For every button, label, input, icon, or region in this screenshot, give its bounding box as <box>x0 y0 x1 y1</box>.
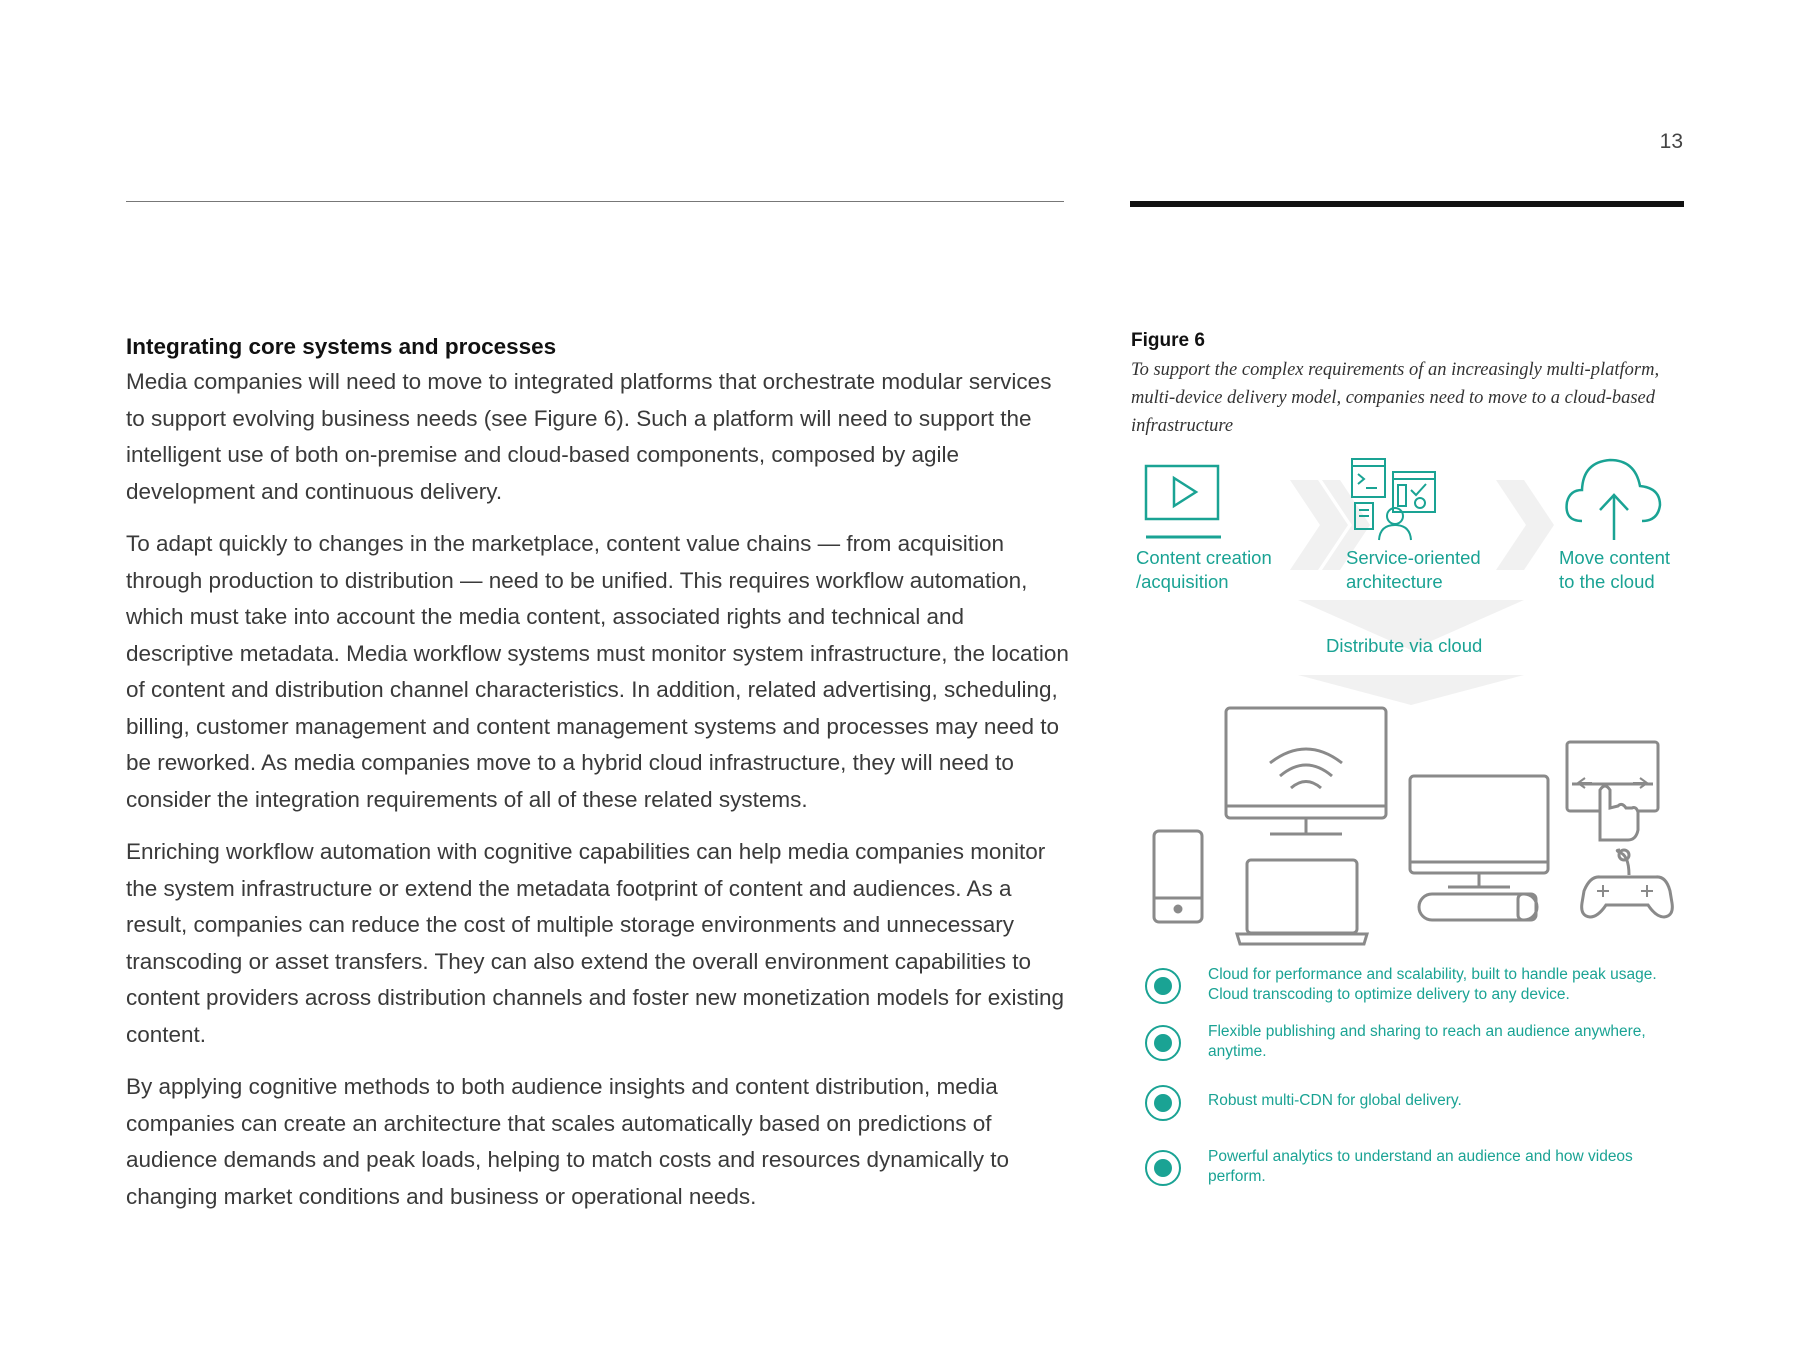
down-arrow-2 <box>1298 675 1524 705</box>
desktop-icon <box>1410 776 1548 920</box>
bullet-dot-icon <box>1145 1025 1181 1061</box>
bullet-text: Robust multi-CDN for global delivery. <box>1208 1092 1462 1109</box>
cloud-upload-icon <box>1567 460 1660 540</box>
step-content-creation-label <box>1136 546 1272 594</box>
list-item <box>1145 1082 1665 1132</box>
laptop-icon <box>1237 860 1367 944</box>
paragraph-2: To adapt quickly to changes in the marketplace, content value chains — from acquisition through production to distribution — need to be unified. This requires workflow automation, which must take into account the media content, associated rights and technical and descriptive metadata. Media workflow systems must monitor system infrastructure, the location of content and distribution channel characteristics. In addition, related advertising, scheduling, billing, customer management and content management systems and processes may need to be reworked. As media companies move to a hybrid cloud infrastructure, they will need to consider the integration requirements of all of these related systems. <box>126 531 1069 812</box>
page-number: 13 <box>1659 130 1683 153</box>
figure-label: Figure 6 <box>1131 330 1205 351</box>
distribute-via-cloud-label: Distribute via cloud <box>1326 635 1483 656</box>
bullet-dot-icon <box>1145 1085 1181 1121</box>
section-heading: Integrating core systems and processes <box>126 334 557 359</box>
paragraph-3: Enriching workflow automation with cognitive capabilities can help media companies monitor the system infrastructure or extend the metadata footprint of content and audiences. As a result, companies can reduce the cost of multiple storage environments and unnecessary transcoding or asset transfers. They can also extend the overall environment capabilities to content providers across distribution channels and foster new monetization models for existing content. <box>126 839 1064 1047</box>
gamepad-icon <box>1582 850 1673 917</box>
article-body <box>126 330 1076 1231</box>
step-2-line-2: architecture <box>1346 571 1443 592</box>
step-1-line-1: Content creation <box>1136 547 1272 568</box>
header-rule-right <box>1130 201 1684 207</box>
bullet-dot-icon <box>1145 968 1181 1004</box>
list-item <box>1145 965 1665 1015</box>
figure-caption: To support the complex requirements of an increasingly multi-platform, multi-device delivery model, companies need to move to a cloud-based infrastructure <box>1131 360 1660 436</box>
step-1-line-2: /acquisition <box>1136 571 1229 592</box>
list-item <box>1145 1022 1665 1072</box>
bullet-text: Powerful analytics to understand an audience and how videos perform. <box>1208 1148 1633 1185</box>
bullet-text: Flexible publishing and sharing to reach an audience anywhere, anytime. <box>1208 1023 1646 1060</box>
smartphone-icon <box>1154 831 1202 922</box>
paragraph-4: By applying cognitive methods to both audience insights and content distribution, media companies can create an architecture that scales automatically based on predictions of audience demands and peak loads, helping to match costs and resources dynamically to changing market conditions and business or operational needs. <box>126 1074 1010 1209</box>
step-2-line-1: Service-oriented <box>1346 547 1481 568</box>
step-3-line-1: Move content <box>1559 547 1671 568</box>
devices-group <box>1154 708 1672 944</box>
step-move-content-label <box>1559 546 1670 594</box>
paragraph-1: Media companies will need to move to integrated platforms that orchestrate modular services to support evolving business needs (see Figure 6). Such a platform will need to support the intelligent use of both on-premise and cloud-based components, composed by agile development and continuous delivery. <box>126 369 1052 504</box>
touch-tablet-icon <box>1567 742 1658 840</box>
bullet-dot-icon <box>1145 1150 1181 1186</box>
step-3-line-2: to the cloud <box>1559 571 1655 592</box>
list-item <box>1145 1147 1665 1197</box>
bullet-text: Cloud for performance and scalability, built to handle peak usage. Cloud transcoding to optimize delivery to any device. <box>1208 966 1657 1003</box>
chevron-arrow-3 <box>1496 480 1554 570</box>
header-rule-left <box>126 201 1064 202</box>
step-service-oriented-label <box>1346 546 1481 594</box>
wifi-monitor-icon <box>1226 708 1386 834</box>
play-icon <box>1146 466 1221 537</box>
